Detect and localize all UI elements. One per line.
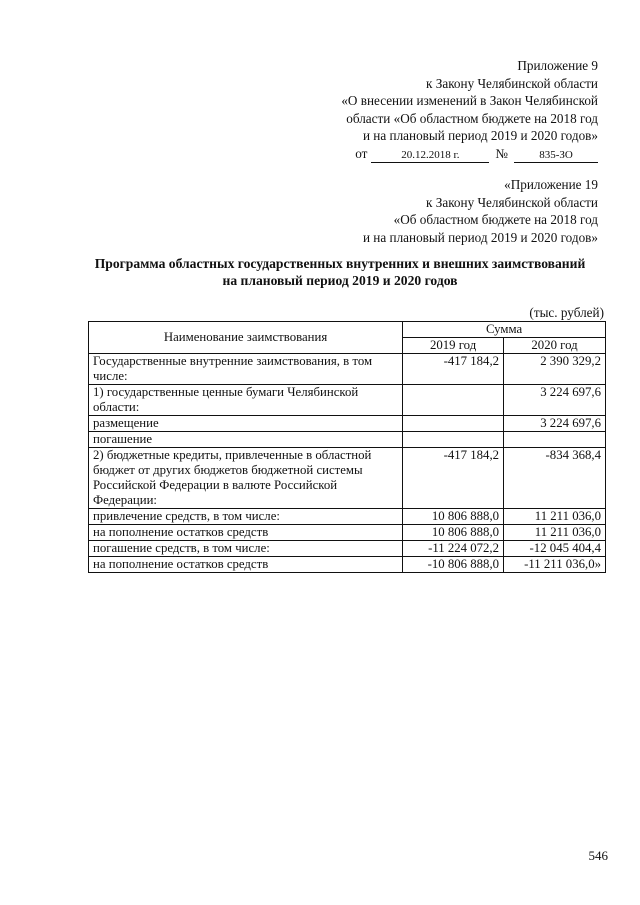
appendix-19-header xyxy=(363,176,598,246)
row-value-2020: 11 211 036,0 xyxy=(504,509,606,525)
appendix-9-header xyxy=(341,57,598,163)
header-line: к Закону Челябинской области xyxy=(426,75,598,91)
row-value-2020: 11 211 036,0 xyxy=(504,525,606,541)
row-value-2020: -11 211 036,0» xyxy=(504,557,606,573)
row-value-2019 xyxy=(403,432,504,448)
column-header-2020: 2020 год xyxy=(504,338,606,354)
law-number: 835-ЗО xyxy=(514,148,598,163)
title-line: Программа областных государственных внутренних и внешних заимствований xyxy=(94,256,586,271)
date-prefix: от xyxy=(355,145,368,161)
row-value-2019 xyxy=(403,416,504,432)
row-value-2019: -417 184,2 xyxy=(403,448,504,509)
row-name: Государственные внутренние заимствования, в том числе: xyxy=(89,354,403,385)
header-line: Приложение 9 xyxy=(517,58,598,73)
row-value-2020: 3 224 697,6 xyxy=(504,416,606,432)
header-line: «Приложение 19 xyxy=(504,177,598,192)
row-name: 1) государственные ценные бумаги Челябинской области: xyxy=(89,385,403,416)
row-value-2019: -11 224 072,2 xyxy=(403,541,504,557)
law-date-number-line xyxy=(341,145,598,163)
table-row xyxy=(89,354,606,385)
row-name: погашение xyxy=(89,432,403,448)
row-value-2019: 10 806 888,0 xyxy=(403,525,504,541)
law-date: 20.12.2018 г. xyxy=(371,148,489,163)
row-value-2020: -12 045 404,4 xyxy=(504,541,606,557)
table-row xyxy=(89,541,606,557)
row-value-2020 xyxy=(504,432,606,448)
row-name: привлечение средств, в том числе: xyxy=(89,509,403,525)
column-header-name: Наименование заимствования xyxy=(89,322,403,354)
units-label: (тыс. рублей) xyxy=(529,305,604,320)
column-header-2019: 2019 год xyxy=(403,338,504,354)
header-line: «Об областном бюджете на 2018 год xyxy=(393,212,598,228)
column-header-sum: Сумма xyxy=(403,322,606,338)
header-line: и на плановый период 2019 и 2020 годов» xyxy=(362,128,598,144)
row-value-2020: 3 224 697,6 xyxy=(504,385,606,416)
row-value-2020: -834 368,4 xyxy=(504,448,606,509)
table-row xyxy=(89,416,606,432)
borrowings-table xyxy=(88,321,606,573)
header-line: к Закону Челябинской области xyxy=(426,194,598,210)
row-name: размещение xyxy=(89,416,403,432)
table-row xyxy=(89,385,606,416)
row-name: на пополнение остатков средств xyxy=(89,557,403,573)
row-name: погашение средств, в том числе: xyxy=(89,541,403,557)
header-line: области «Об областном бюджете на 2018 год xyxy=(346,110,598,126)
document-title xyxy=(70,255,610,289)
table-row xyxy=(89,557,606,573)
table-row xyxy=(89,448,606,509)
row-name: на пополнение остатков средств xyxy=(89,525,403,541)
row-value-2020: 2 390 329,2 xyxy=(504,354,606,385)
title-line: на плановый период 2019 и 2020 годов xyxy=(222,273,458,288)
table-row xyxy=(89,509,606,525)
header-line: и на плановый период 2019 и 2020 годов» xyxy=(362,229,598,245)
row-value-2019: -417 184,2 xyxy=(403,354,504,385)
header-line: «О внесении изменений в Закон Челябинской xyxy=(341,93,598,109)
row-value-2019: -10 806 888,0 xyxy=(403,557,504,573)
page-number: 546 xyxy=(588,848,608,863)
table-header-row xyxy=(89,322,606,338)
number-prefix: № xyxy=(495,145,508,161)
table-row xyxy=(89,432,606,448)
table-row xyxy=(89,525,606,541)
row-value-2019: 10 806 888,0 xyxy=(403,509,504,525)
row-value-2019 xyxy=(403,385,504,416)
row-name: 2) бюджетные кредиты, привлеченные в областной бюджет от других бюджетов бюджетной системы Российской Федерации в валюте Российской Федерации: xyxy=(89,448,403,509)
